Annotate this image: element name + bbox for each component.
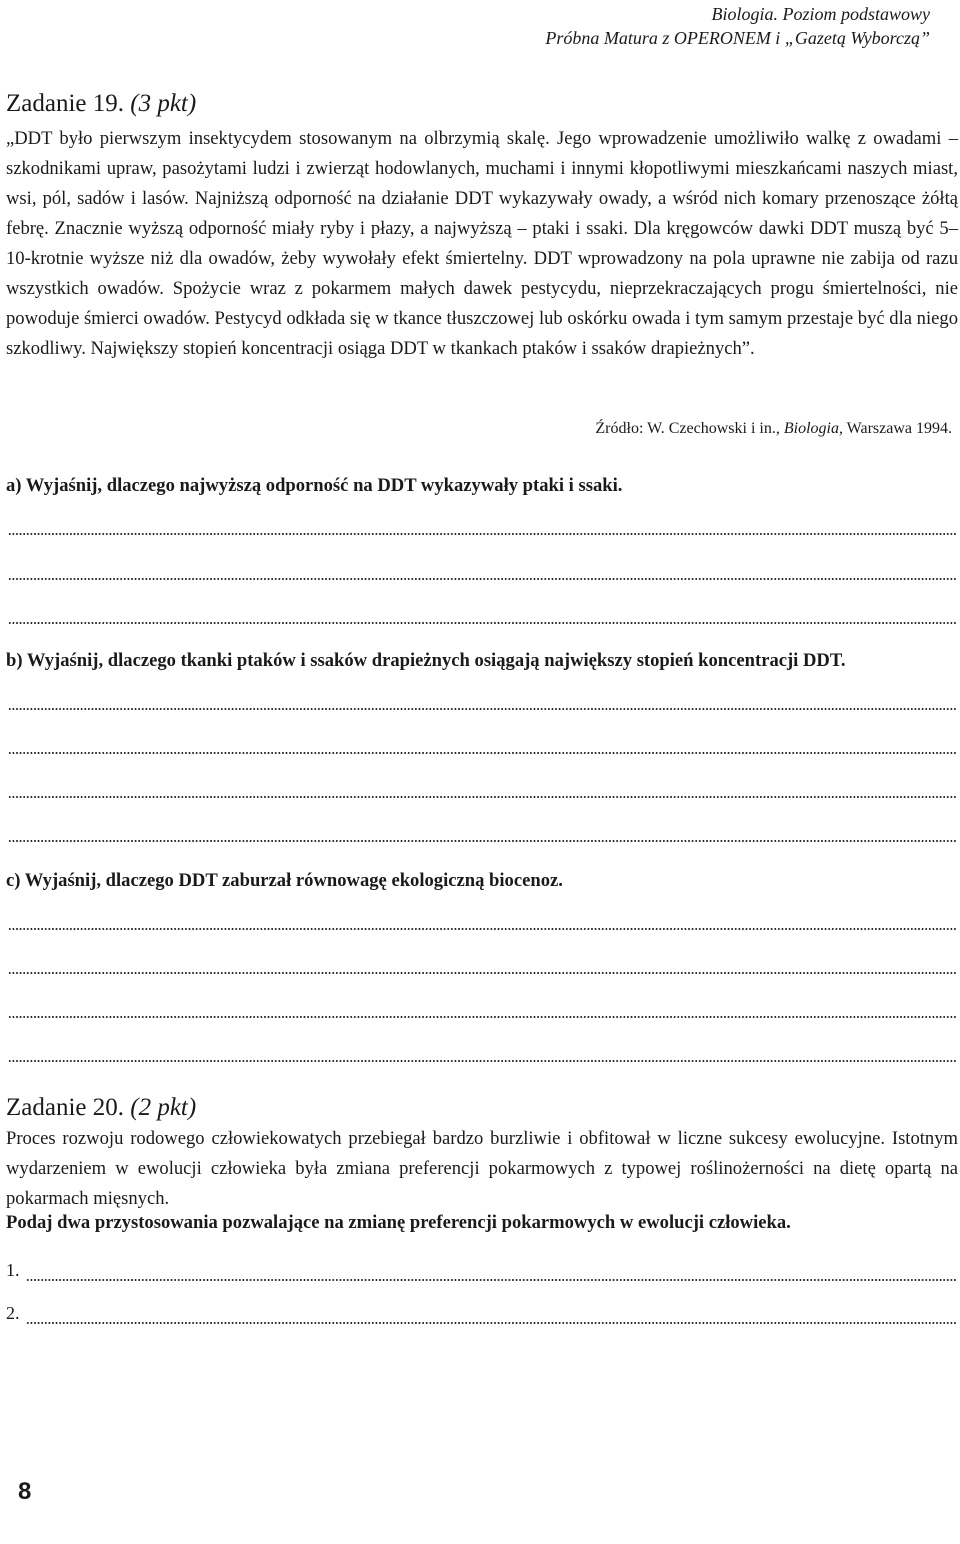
header-subject: Biologia. Poziom podstawowy xyxy=(711,4,930,24)
task-20-points: (2 pkt) xyxy=(130,1094,197,1121)
answer-line-20-2[interactable] xyxy=(26,1322,956,1324)
task-20-title xyxy=(6,1094,196,1122)
source-suffix: , Warszawa 1994. xyxy=(838,420,952,437)
page-number: 8 xyxy=(18,1478,32,1505)
task-19-text: „DDT było pierwszym insektycydem stosowanym na olbrzymią skalę. Jego wprowadzenie umożliwiło walkę z owadami – szkodnikami upraw, pasożytami ludzi i zwierząt hodowlanych, muchami i innymi kłopotliwymi mieszkańcami naszych miast, wsi, pól, sadów i lasów. Najniższą odporność na działanie DDT wykazywały owady, a wśród nich komary przenoszące żółtą febrę. Znacznie wyższą odporność miały ryby i płazy, a najwyższą – ptaki i ssaki. Dla kręgowców dawki DDT muszą być 5–10-krotnie wyższe niż dla owadów, żeby wywołały efekt śmiertelny. DDT wprowadzony na pola uprawne nie zabija od razu wszystkich owadów. Spożycie wraz z pokarmem małych dawek pestycydu, nieprzekraczających progu śmiertelności, nie powoduje śmierci owadów. Pestycyd odkłada się w tkance tłuszczowej lub oskórku owada i tym samym przestaje być dla niego szkodliwy. Największy stopień koncentracji osiąga DDT w tkankach ptaków i ssaków drapieżnych”. xyxy=(6,128,958,359)
answer-line-b2[interactable] xyxy=(8,752,956,754)
task-20-label: Zadanie 20. xyxy=(6,1094,125,1121)
task-20-text: Proces rozwoju rodowego człowiekowatych przebiegał bardzo burzliwie i obfitował w liczne sukcesy ewolucyjne. Istotnym wydarzeniem w ewolucji człowieka była zmiana preferencji pokarmowych z typowej roślinożerności na dietę opartą na pokarmach mięsnych. xyxy=(6,1128,958,1209)
question-c: c) Wyjaśnij, dlaczego DDT zaburzał równowagę ekologiczną biocenoz. xyxy=(6,870,563,891)
task-19-points: (3 pkt) xyxy=(130,90,197,117)
answer-line-a3[interactable] xyxy=(8,622,956,624)
task-19-title xyxy=(6,90,196,118)
question-a: a) Wyjaśnij, dlaczego najwyższą odporność na DDT wykazywały ptaki i ssaki. xyxy=(6,475,623,496)
answer-line-c2[interactable] xyxy=(8,972,956,974)
answer-line-a2[interactable] xyxy=(8,578,956,580)
answer-line-b4[interactable] xyxy=(8,840,956,842)
answer-line-a1[interactable] xyxy=(8,533,956,535)
answer-line-c4[interactable] xyxy=(8,1060,956,1062)
header-exam-name: Próbna Matura z OPERONEM i „Gazetą Wyborczą” xyxy=(545,28,930,48)
task-20-instruction: Podaj dwa przystosowania pozwalające na zmianę preferencji pokarmowych w ewolucji człowieka. xyxy=(6,1212,791,1233)
source-title: Biologia xyxy=(783,420,839,437)
answer-line-20-1[interactable] xyxy=(26,1279,956,1281)
source-prefix: Źródło: W. Czechowski i in., xyxy=(595,420,780,437)
answer-line-b3[interactable] xyxy=(8,796,956,798)
question-b: b) Wyjaśnij, dlaczego tkanki ptaków i ssaków drapieżnych osiągają największy stopień koncentracji DDT. xyxy=(6,650,846,671)
page-header xyxy=(545,2,930,50)
answer-line-c1[interactable] xyxy=(8,928,956,930)
task-19-label: Zadanie 19. xyxy=(6,90,125,117)
answer-line-c3[interactable] xyxy=(8,1016,956,1018)
answer-number-2: 2. xyxy=(6,1303,20,1323)
answer-number-1: 1. xyxy=(6,1260,20,1280)
answer-line-b1[interactable] xyxy=(8,708,956,710)
source-citation xyxy=(595,420,952,438)
